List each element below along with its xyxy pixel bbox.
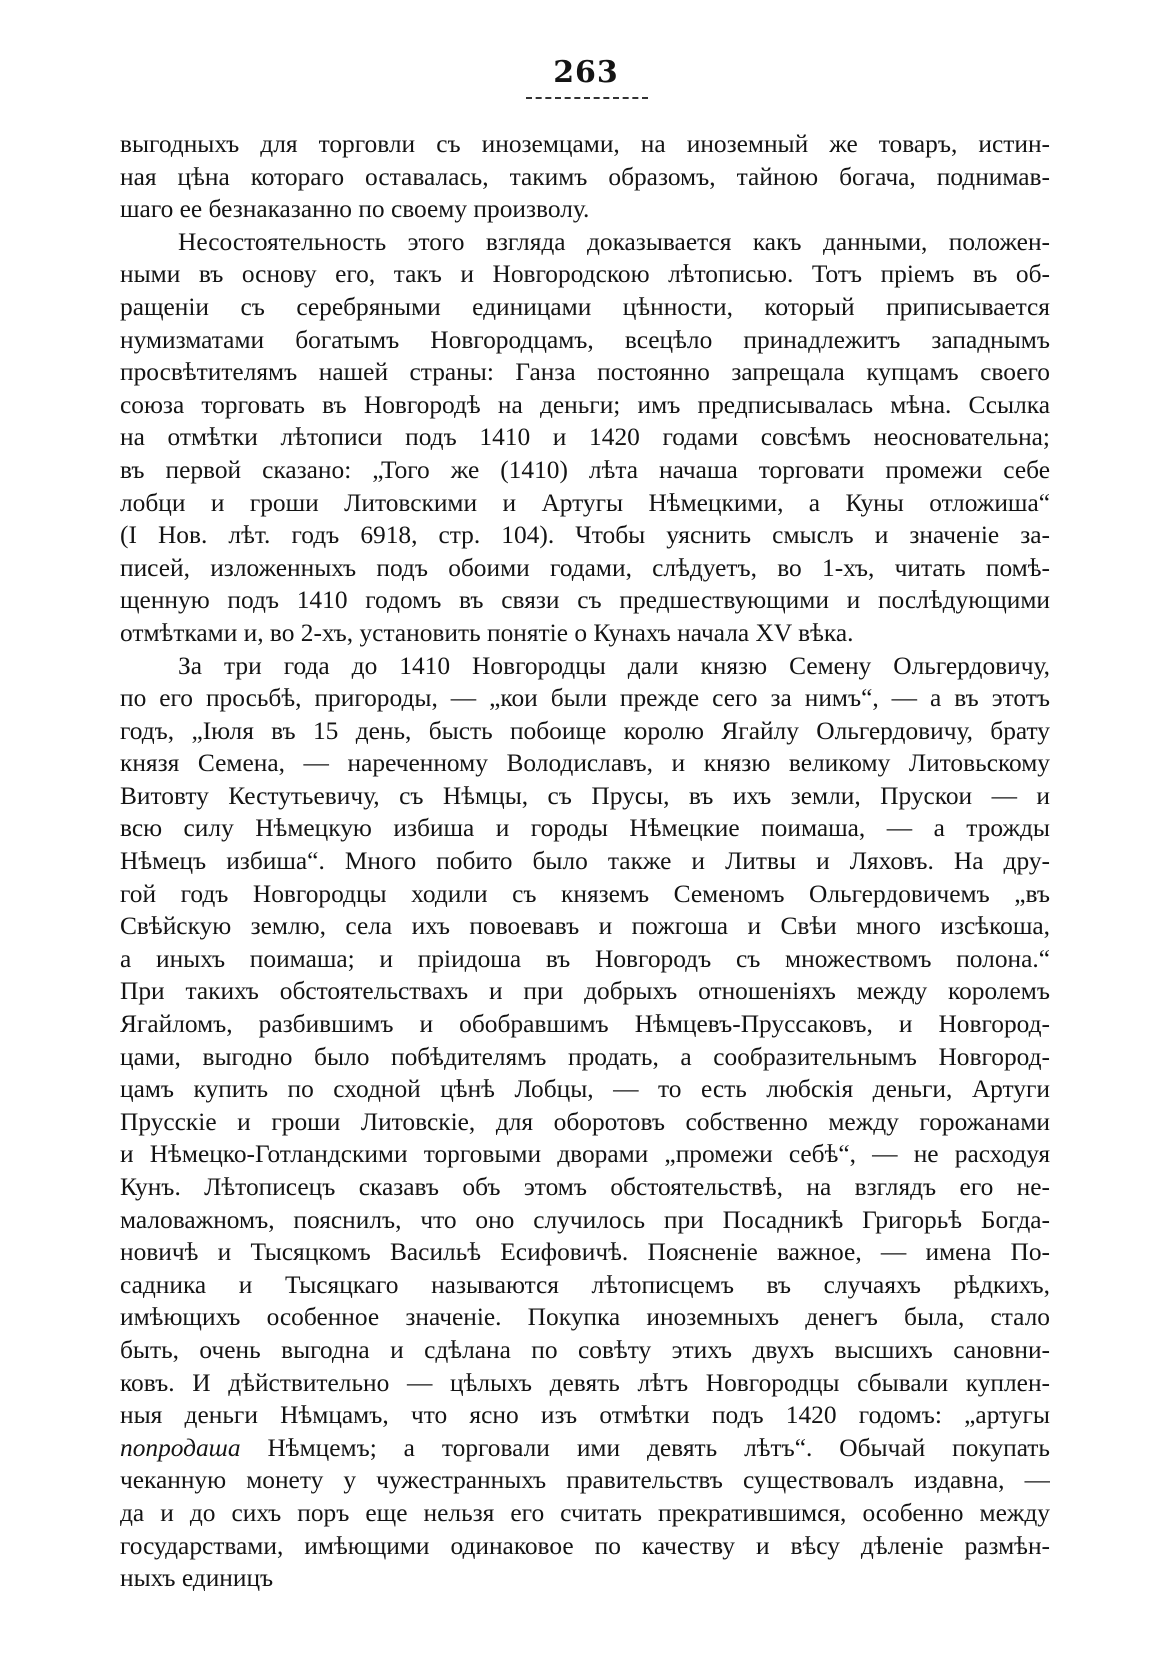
text-line: по его просьбѣ, пригороды, — „кои были прежде сего за нимъ“, — а въ этотъ <box>120 684 1050 713</box>
text-line: цамъ купить по сходной цѣнѣ Лобцы, — то есть любскія деньги, Артуги <box>120 1075 1050 1104</box>
text-line: да и до сихъ поръ еще нельзя его считать прекратившимся, особенно между <box>120 1498 1050 1527</box>
text-line: ныя деньги Нѣмцамъ, что ясно изъ отмѣтки подъ 1420 годомъ: „артугы <box>120 1401 1050 1430</box>
text-line: имѣющихъ особенное значеніе. Покупка иноземныхъ денегъ была, стало <box>120 1303 1050 1332</box>
text-line: выгодныхъ для торговли съ иноземцами, на иноземный же товаръ, истин- <box>120 130 1050 158</box>
text-line: Прусскіе и гроши Литовскіе, для оборотовъ собственно между горожанами <box>120 1107 1050 1136</box>
text-line: гой годъ Новгородцы ходили съ княземъ Семеномъ Ольгердовичемъ „въ <box>120 879 1050 908</box>
text-line: и Нѣмецко-Готландскими торговыми дворами „промежи себѣ“, — не расходуя <box>120 1140 1050 1169</box>
text-line: Несостоятельность этого взгляда доказывается какъ данными, положен- <box>178 227 1050 256</box>
text-line: союза торговать въ Новгородѣ на деньги; имъ предписывалась мѣна. Ссылка <box>120 390 1050 419</box>
text-line: ращеніи съ серебряными единицами цѣнности, который приписывается <box>120 292 1050 321</box>
text-line: ная цѣна котораго оставалась, такимъ образомъ, тайною богача, поднимав- <box>120 162 1050 191</box>
text-line: Нѣмецъ избиша“. Много побито было также и Литвы и Ляховъ. На дру- <box>120 847 1050 876</box>
text-line: Ягайломъ, разбившимъ и обобравшимъ Нѣмцевъ-Пруссаковъ, и Новгород- <box>120 1010 1050 1039</box>
text-line: просвѣтителямъ нашей страны: Ганза постоянно запрещала купцамъ своего <box>120 358 1050 387</box>
text-line: нумизматами богатымъ Новгородцамъ, всецѣло принадлежитъ западнымъ <box>120 325 1050 354</box>
text-line: Свѣйскую землю, села ихъ повоевавъ и пожгоша и Свѣи много изсѣкоша, <box>120 912 1050 941</box>
text-line: государствами, имѣющими одинаковое по качеству и вѣсу дѣленіе размѣн- <box>120 1531 1050 1560</box>
text-line: князя Семена, — нареченному Володиславъ, и князю великому Литовьскому <box>120 749 1050 778</box>
page-number-rule <box>526 97 648 99</box>
text-line: писей, изложенныхъ подъ обоими годами, слѣдуетъ, во 1-хъ, читать помѣ- <box>120 553 1050 582</box>
text-line: ными въ основу его, такъ и Новгородскою лѣтописью. Тотъ пріемъ въ об- <box>120 260 1050 289</box>
text-line: цами, выгодно было побѣдителямъ продать, а сообразительнымъ Новгород- <box>120 1042 1050 1071</box>
text-line: При такихъ обстоятельствахъ и при добрыхъ отношеніяхъ между королемъ <box>120 977 1050 1006</box>
text-line: щенную подъ 1410 годомъ въ связи съ предшествующими и послѣдующими <box>120 586 1050 615</box>
text-line: отмѣтками и, во 2-хъ, установить понятіе о Кунахъ начала XV вѣка. <box>120 618 854 647</box>
text-line: годъ, „Іюля въ 15 день, бысть побоище королю Ягайлу Ольгердовичу, брату <box>120 716 1050 745</box>
text-line: а иныхъ поимаша; и пріидоша въ Новгородъ съ множествомъ полона.“ <box>120 944 1050 973</box>
text-line: (I Нов. лѣт. годъ 6918, стр. 104). Чтобы уяснить смыслъ и значеніе за- <box>120 521 1050 550</box>
text-line: шаго ее безнаказанно по своему произволу. <box>120 195 590 224</box>
body-text <box>120 128 1050 1595</box>
text-line: ныхъ единицъ <box>120 1564 274 1593</box>
text-line: маловажномъ, пояснилъ, что оно случилось при Посадникѣ Григорьѣ Богда- <box>120 1205 1050 1234</box>
text-line: За три года до 1410 Новгородцы дали князю Семену Ольгердовичу, <box>178 651 1050 680</box>
text-line: лобци и гроши Литовскими и Артугы Нѣмецкими, а Куны отложиша“ <box>120 488 1050 517</box>
text-line: новичѣ и Тысяцкомъ Васильѣ Есифовичѣ. Поясненіе важное, — имена По- <box>120 1238 1050 1267</box>
text-line: быть, очень выгодна и сдѣлана по совѣту этихъ двухъ высшихъ сановни- <box>120 1335 1050 1364</box>
text-line: попродаша Нѣмцемъ; а торговали ими девять лѣтъ“. Обычай покупать <box>120 1433 1050 1462</box>
text-line: Витовту Кестутьевичу, съ Нѣмцы, съ Прусы, въ ихъ земли, Прускои — и <box>120 781 1050 810</box>
text-line: садника и Тысяцкаго называются лѣтописцемъ въ случаяхъ рѣдкихъ, <box>120 1270 1050 1299</box>
text-line: ковъ. И дѣйствительно — цѣлыхъ девять лѣтъ Новгородцы сбывали куплен- <box>120 1368 1050 1397</box>
text-line: Кунъ. Лѣтописецъ сказавъ объ этомъ обстоятельствѣ, на взглядъ его не- <box>120 1173 1050 1201</box>
text-line: всю силу Нѣмецкую избиша и городы Нѣмецкие поимаша, — а трожды <box>120 814 1050 843</box>
page-number: 263 <box>553 55 619 90</box>
text-line: чеканную монету у чужестранныхъ правительствъ существовалъ издавна, — <box>120 1466 1050 1495</box>
italic-word: попродаша <box>120 1433 241 1462</box>
text-line: въ первой сказано: „Того же (1410) лѣта начаша торговати промежи себе <box>120 455 1050 484</box>
text-line: на отмѣтки лѣтописи подъ 1410 и 1420 годами совсѣмъ неосновательна; <box>120 423 1050 452</box>
